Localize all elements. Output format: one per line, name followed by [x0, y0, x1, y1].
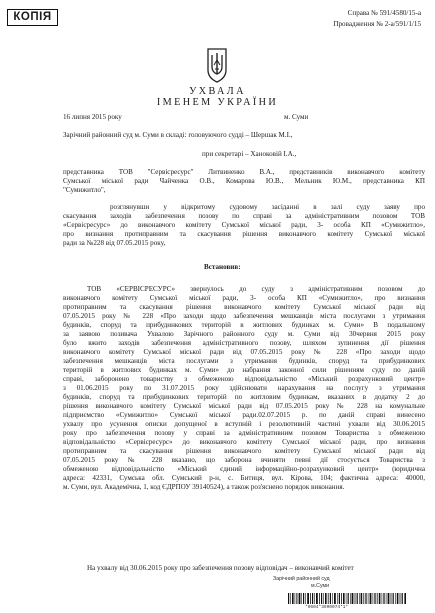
body-line: будинків, споруд та прибудинкових територій в житлових будинках м. Суми» В подальшому	[63, 321, 425, 329]
body-line: за заявою позивача Ухвалою Зарічного районного суду м. Суми від 30червня 2015 року	[63, 330, 425, 338]
body-line: протиправним та скасування рішення виконавчого комітету Сумської міської ради від	[63, 303, 425, 311]
body-line: представника ТОВ "Сервісресурс" Литвиненко В.А., представників виконавчого комітету	[63, 168, 425, 176]
body-line: з 01.06.2015 року по 31.07.2015 року здійснювати нарахування на послугу з утримання	[63, 384, 425, 392]
body-line: будинків, споруд та прибудинкових територій по житловим будинкам, вказаних в додатку 2 до	[63, 393, 425, 401]
body-line: скасування заходів забезпечення позову по справі за адміністративним позовом ТОВ	[63, 212, 425, 220]
section-heading: Встановив:	[204, 263, 241, 271]
body-line: протиправним та скасування рішення виконавчого комітету Сумської міської ради від	[63, 447, 425, 455]
document-title: УХВАЛА	[189, 86, 246, 97]
body-line: про визнання протиправним та скасування рішення виконавчого комітету Сумської міської	[63, 230, 425, 238]
body-line: року про забезпечення позову у справі за адміністративним позовом Товариства з обмеженою	[63, 429, 425, 437]
body-line: Сумської міської ради Чайченка О.В., Комарова Ю.В., Мельник Ю.М., представника КП	[63, 177, 425, 185]
court-stamp-text	[273, 576, 330, 589]
body-line: "Сумижитло",	[63, 186, 106, 194]
body-line: Зарічний районний суд м. Суми в складі: головуючого судді – Шершак М.І.,	[63, 131, 293, 139]
body-line: було вжито заходів забезпечення адміністративного позову, шляхом зупинення дії рішення	[63, 339, 425, 347]
body-line: «Сервісресурс» до виконавчого комітету Сумської міської ради, 3- особа КП «Сумижитло»,	[63, 221, 425, 229]
decision-date: 16 липня 2015 року	[63, 113, 122, 121]
body-line: при секретарі – Ханоковій І.А.,	[202, 150, 297, 158]
body-line: обмеженою відповідальністю «Міський єдиний інформаційно-розрахунковий центр» (юридична	[63, 465, 425, 473]
body-line: територій в житлових будинках м. Суми» до набрання законної сили рішенням суду по даній	[63, 366, 425, 374]
body-line: 07.05.2015 року № 228 вказано, що заборона вчиняти певні дії стосується Товариства з	[63, 456, 425, 464]
decision-place: м. Суми	[284, 113, 309, 121]
barcode-icon	[288, 593, 406, 604]
coat-of-arms-icon	[205, 47, 229, 83]
body-line: 07.05.2015 року № 228 «Про заходи щодо забезпечення мешканців міста послугами з утримання	[63, 312, 425, 320]
city-label: м.Суми	[311, 582, 330, 589]
body-line: виконавчого комітету Сумської міської ради від 07.05.2015 року № 228 «Про заходи щодо	[63, 348, 425, 356]
proceeding-number: Провадження № 2-а/591/1/15	[333, 20, 421, 28]
body-line: забезпечення мешканців міста послугами з утримання будинків, споруд та прибудинкових	[63, 357, 425, 365]
body-line: ТОВ «СЕРВІСРЕСУРС» звернулось до суду з адміністративним позовом до	[87, 285, 425, 293]
body-line: підприємство «Сумижитло» Сумської міської ради.02.07.2015 р. по даній справі винесено	[63, 411, 425, 419]
body-line: На ухвалу від 30.06.2015 року про забезпечення позову відповідач – виконавчий комітет	[87, 564, 354, 572]
document-subtitle: ІМЕНЕМ УКРАЇНИ	[156, 97, 279, 108]
body-line: рішення виконавчого комітету Сумської міської ради від 07.05.2015 року № 228 на комунальне	[63, 402, 425, 410]
copy-stamp: КОПІЯ	[7, 9, 58, 26]
body-line: розглянувши у відкритому судовому засіданні в залі суду заяву про	[110, 203, 425, 211]
body-line: відповідальністю «Сервісресурс» до виконавчого комітету Сумської міської ради, про визнання	[63, 438, 425, 446]
body-line: ради за №228 від 07.05.2015 року,	[63, 239, 166, 247]
court-label: Зарічний районний суд	[273, 576, 330, 582]
body-line: адреса: 42331, Сумська обл. Сумський р-н, с. Битиця, вул. Кірова, 104; фактична адреса: 40000,	[63, 474, 425, 482]
barcode-text: *9604*3990074*1*	[305, 605, 349, 610]
body-line: ухвалу про усунення описки допущеної в вступній і резолютивній частині ухвали від 30.06.2015	[63, 420, 425, 428]
body-line: справі, заборонено товариству з обмеженою відповідальністю «Міський розрахунковий центр»	[63, 375, 425, 383]
case-number: Справа № 591/4580/15-а	[347, 9, 421, 17]
body-line: м. Суми, вул. Академічна, 1, код ЄДРПОУ 39140524), а також роз'яснено порядок виконання.	[63, 483, 345, 491]
body-line: виконавчого комітету Сумської міської ради, 3- особа КП «Сумижитло», про визнання	[63, 294, 425, 302]
